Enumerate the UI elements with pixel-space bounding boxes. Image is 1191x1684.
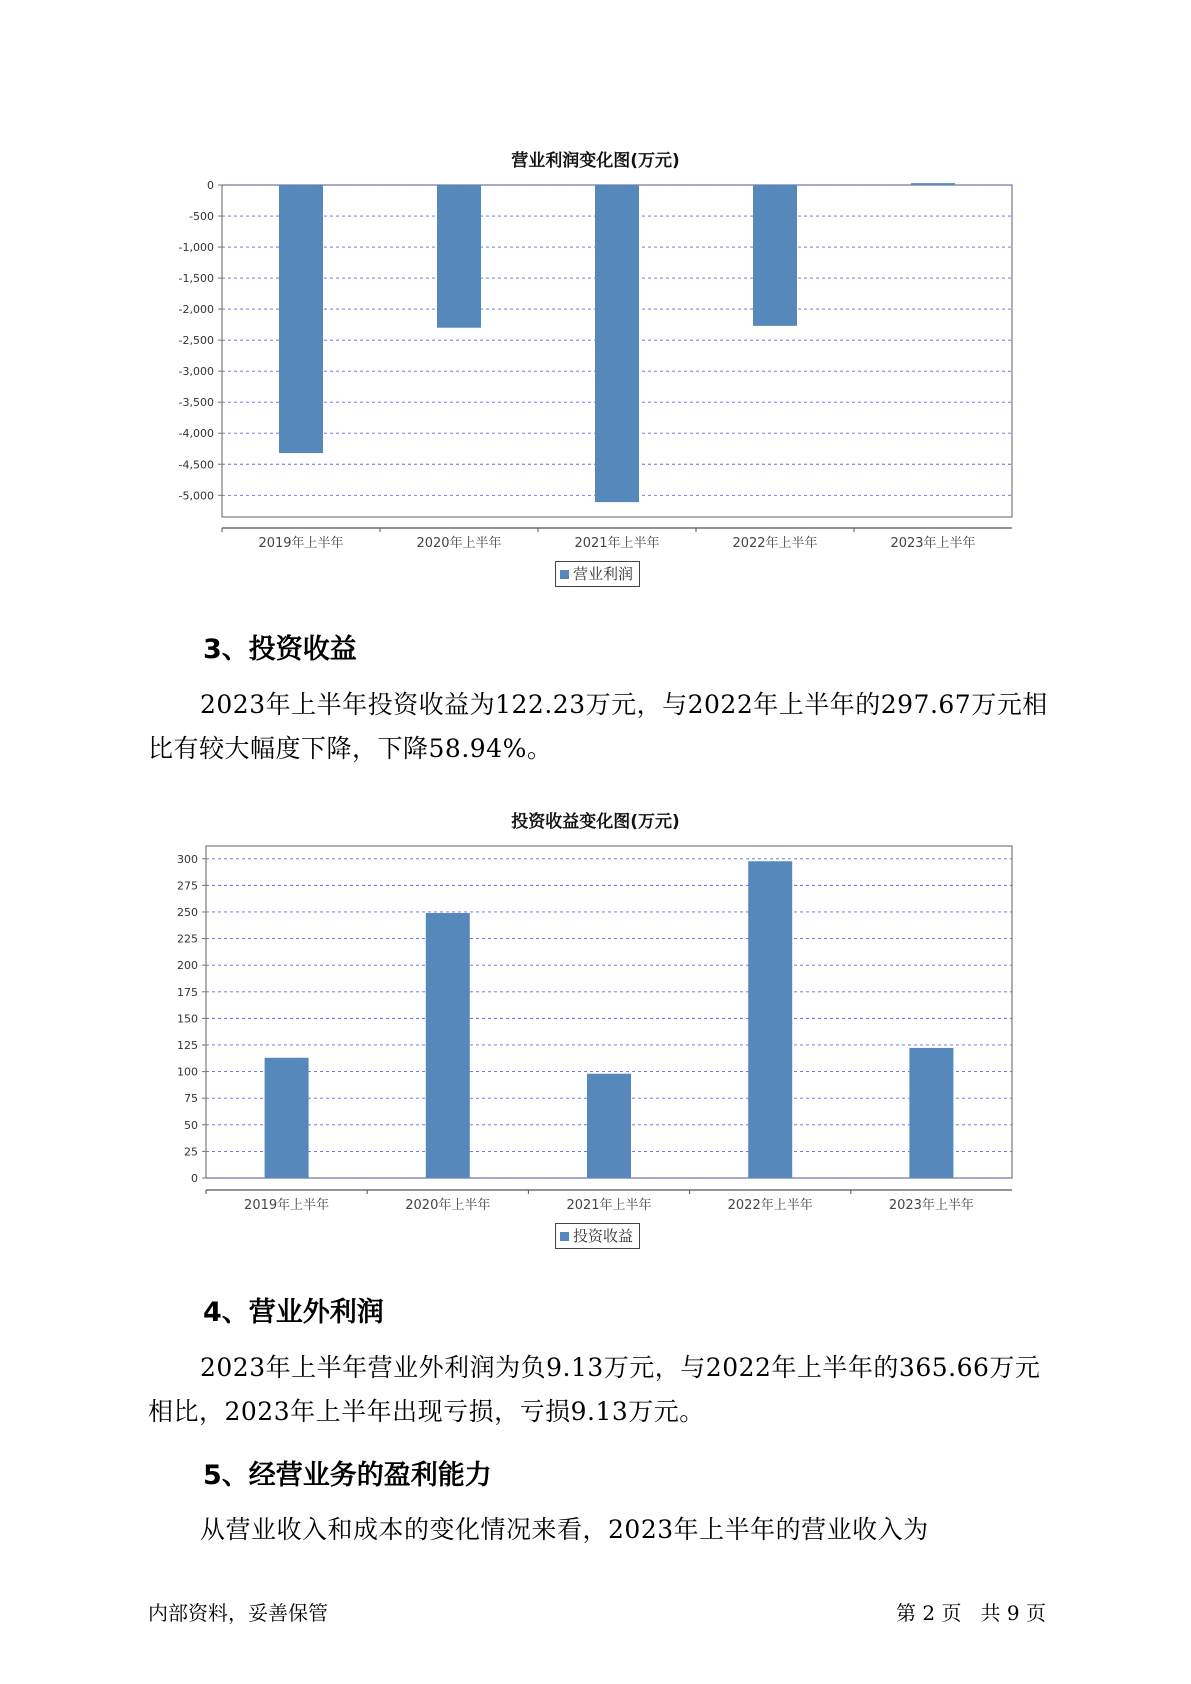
y-tick-label: -2,500: [178, 334, 214, 348]
section-heading-non-operating-profit: 4、营业外利润: [203, 1297, 384, 1328]
y-tick-label: 275: [177, 879, 198, 893]
section-heading-investment-income: 3、投资收益: [203, 634, 357, 665]
y-tick-label: -3,500: [178, 396, 214, 410]
y-tick-label: 25: [184, 1145, 198, 1159]
chart-title: 营业利润变化图(万元): [511, 151, 680, 171]
y-tick-label: -500: [189, 210, 214, 224]
chart-legend: [555, 1223, 640, 1249]
bar: [426, 913, 470, 1178]
footer-confidential-note: 内部资料，妥善保管: [148, 1601, 328, 1625]
paragraph-non-operating-profit: 2023年上半年营业外利润为负9.13万元，与2022年上半年的365.66万元相比，2023年上半年出现亏损，亏损9.13万元。: [148, 1353, 1041, 1426]
section-heading-profitability: 5、经营业务的盈利能力: [203, 1460, 492, 1491]
bar: [587, 1074, 631, 1178]
x-tick-label: 2020年上半年: [405, 1198, 491, 1213]
y-tick-label: 175: [177, 985, 198, 999]
y-tick-label: 50: [184, 1118, 198, 1132]
y-tick-label: -5,000: [178, 489, 214, 503]
legend-label: 营业利润: [573, 565, 634, 583]
x-tick-label: 2021年上半年: [566, 1198, 652, 1213]
bar: [748, 861, 792, 1178]
x-tick-label: 2019年上半年: [244, 1198, 330, 1213]
x-tick-label: 2022年上半年: [732, 536, 818, 551]
y-tick-label: 0: [207, 179, 214, 192]
bar: [909, 1048, 953, 1178]
chart-title: 投资收益变化图(万元): [511, 812, 680, 832]
y-tick-label: 0: [191, 1172, 198, 1185]
legend-label: 投资收益: [573, 1227, 634, 1245]
x-tick-label: 2022年上半年: [727, 1198, 813, 1213]
y-tick-label: 200: [177, 959, 198, 973]
x-tick-label: 2023年上半年: [888, 1198, 974, 1213]
y-tick-label: 300: [177, 852, 198, 866]
x-tick-label: 2023年上半年: [890, 536, 976, 551]
y-tick-label: -4,000: [178, 427, 214, 441]
y-tick-label: -4,500: [178, 458, 214, 472]
paragraph-profitability: 从营业收入和成本的变化情况来看，2023年上半年的营业收入为: [200, 1515, 929, 1544]
y-tick-label: 225: [177, 932, 198, 946]
y-tick-label: -3,000: [178, 365, 214, 379]
bar: [265, 1058, 309, 1178]
x-tick-label: 2019年上半年: [258, 536, 344, 551]
y-tick-label: 250: [177, 905, 198, 919]
y-tick-label: -2,000: [178, 303, 214, 317]
y-tick-label: -1,500: [178, 272, 214, 286]
y-tick-label: 100: [177, 1065, 198, 1079]
y-tick-label: 75: [184, 1092, 198, 1106]
legend-swatch: [560, 1232, 569, 1241]
footer-page-number: 第 2 页 共 9 页: [896, 1601, 1046, 1625]
y-tick-label: 125: [177, 1038, 198, 1052]
y-tick-label: 150: [177, 1012, 198, 1026]
paragraph-investment-income: 2023年上半年投资收益为122.23万元，与2022年上半年的297.67万元相比有较大幅度下降，下降58.94%。: [148, 690, 1048, 763]
x-tick-label: 2020年上半年: [416, 536, 502, 551]
x-tick-label: 2021年上半年: [574, 536, 660, 551]
y-tick-label: -1,000: [178, 241, 214, 255]
